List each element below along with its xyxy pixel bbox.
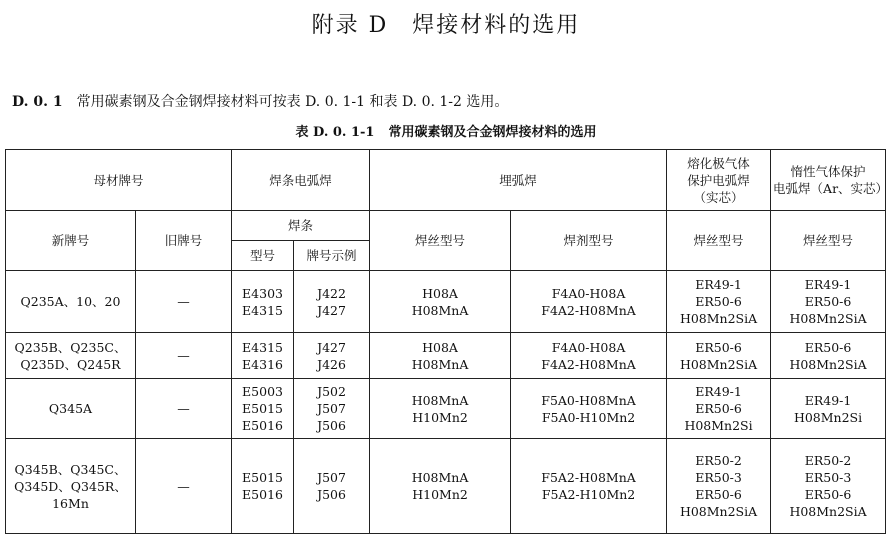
- header-old-grade: 旧牌号: [136, 211, 232, 271]
- cell-mig-wire-line: H08Mn2SiA: [679, 504, 758, 519]
- header-electrode: 焊条: [232, 211, 370, 241]
- header-mig-line: （实芯）: [693, 189, 744, 205]
- header-mig-wire-model: 焊丝型号: [667, 211, 771, 271]
- cell-old-grade: —: [136, 271, 232, 333]
- cell-mig-wire-line: ER50-6: [695, 339, 742, 355]
- cell-tig-wire-line: H08Mn2SiA: [789, 356, 867, 372]
- cell-tig-wire-line: H08Mn2SiA: [789, 311, 867, 326]
- cell-grade-example-line: J507: [317, 470, 346, 485]
- cell-wire-model: [370, 379, 511, 439]
- header-tig-line: 惰性气体保护: [790, 164, 866, 179]
- cell-electrode-model-line: E5016: [242, 487, 283, 502]
- cell-flux-model-line: F5A0-H10Mn2: [541, 409, 636, 425]
- table-row: [6, 379, 886, 439]
- cell-old-grade: —: [136, 439, 232, 534]
- cell-new-grade-line: Q345D、Q345R、: [14, 478, 127, 494]
- cell-grade-example-line: J507: [317, 401, 346, 416]
- cell-tig-wire-line: ER50-6: [804, 339, 852, 355]
- cell-wire-model: [370, 271, 511, 333]
- cell-tig-wire-line: ER50-2: [804, 453, 852, 468]
- cell-tig-wire-line: ER49-1: [804, 277, 852, 292]
- cell-flux-model: [511, 333, 667, 379]
- cell-electrode-model-line: E5016: [242, 418, 283, 433]
- cell-mig-wire-line: ER50-6: [695, 401, 742, 416]
- header-flux-model: 焊剂型号: [511, 211, 667, 271]
- cell-new-grade: [6, 271, 136, 333]
- cell-mig-wire: [667, 439, 771, 534]
- cell-mig-wire: [667, 379, 771, 439]
- cell-wire-model-line: H08MnA: [411, 392, 469, 408]
- header-mig-line: 熔化极气体: [687, 155, 750, 171]
- table-number: 表 D. 0. 1-1: [295, 125, 375, 140]
- cell-flux-model-line: F5A0-H08MnA: [541, 392, 636, 408]
- cell-new-grade-line: Q345A: [48, 401, 93, 416]
- cell-tig-wire: [771, 271, 886, 333]
- cell-electrode-model: [232, 439, 294, 534]
- cell-grade-example-line: J427: [317, 302, 346, 318]
- cell-new-grade-line: Q235B、Q235C、: [14, 339, 127, 355]
- cell-grade-example-line: J427: [317, 339, 346, 355]
- table-caption: [0, 121, 892, 140]
- cell-new-grade-line: Q235A、10、20: [20, 294, 121, 309]
- cell-tig-wire-line: ER50-3: [804, 470, 852, 485]
- header-model: 型号: [232, 241, 294, 271]
- clause-paragraph: [12, 91, 508, 111]
- cell-electrode-model-line: E5015: [242, 401, 283, 416]
- cell-mig-wire-line: ER50-2: [695, 453, 742, 468]
- cell-mig-wire-line: ER49-1: [695, 277, 742, 292]
- cell-grade-example-line: J426: [317, 356, 346, 372]
- cell-mig-wire-line: ER50-6: [695, 487, 742, 502]
- table-row: [6, 271, 886, 333]
- cell-electrode-model: [232, 333, 294, 379]
- cell-mig-wire-line: ER50-6: [695, 294, 742, 309]
- cell-tig-wire: [771, 333, 886, 379]
- cell-new-grade-line: Q235D、Q245R: [20, 356, 121, 372]
- cell-grade-example: [294, 271, 370, 333]
- cell-electrode-model-line: E5015: [242, 470, 283, 485]
- cell-tig-wire-line: H08Mn2SiA: [789, 504, 867, 519]
- appendix-title: 附录 D 焊接材料的选用: [311, 13, 581, 38]
- cell-mig-wire: [667, 333, 771, 379]
- cell-electrode-model: [232, 379, 294, 439]
- cell-mig-wire-line: ER50-3: [695, 470, 742, 485]
- cell-tig-wire-line: ER49-1: [804, 392, 852, 408]
- cell-grade-example-line: J506: [317, 487, 346, 502]
- cell-flux-model: [511, 379, 667, 439]
- cell-tig-wire: [771, 439, 886, 534]
- header-new-grade: 新牌号: [6, 211, 136, 271]
- cell-new-grade: [6, 333, 136, 379]
- cell-wire-model-line: H10Mn2: [412, 409, 468, 425]
- table-row: [6, 333, 886, 379]
- cell-flux-model: [511, 439, 667, 534]
- cell-wire-model-line: H10Mn2: [412, 487, 468, 502]
- clause-text: 常用碳素钢及合金钢焊接材料可按表 D. 0. 1-1 和表 D. 0. 1-2 选用。: [76, 94, 509, 110]
- header-tig-line: 电弧焊（Ar、实芯）: [773, 181, 889, 196]
- cell-grade-example-line: J502: [317, 384, 346, 399]
- cell-flux-model-line: F4A2-H08MnA: [541, 356, 636, 372]
- cell-grade-example: [294, 439, 370, 534]
- header-tig-wire-model: 焊丝型号: [771, 211, 886, 271]
- clause-number: D. 0. 1: [12, 94, 63, 110]
- cell-tig-wire-line: H08Mn2Si: [793, 409, 863, 425]
- cell-new-grade: [6, 439, 136, 534]
- cell-flux-model-line: F5A2-H10Mn2: [541, 487, 636, 502]
- table-row: [6, 439, 886, 534]
- cell-flux-model-line: F4A0-H08A: [551, 339, 626, 355]
- cell-electrode-model-line: E4315: [242, 302, 283, 318]
- cell-new-grade: [6, 379, 136, 439]
- header-submerged-arc-welding: 埋弧焊: [370, 150, 667, 211]
- cell-grade-example: [294, 379, 370, 439]
- cell-wire-model: [370, 439, 511, 534]
- cell-new-grade-line: 16Mn: [52, 495, 89, 511]
- cell-electrode-model-line: E5003: [242, 384, 283, 399]
- header-mig-welding: [667, 150, 771, 211]
- header-wire-model: 焊丝型号: [370, 211, 511, 271]
- cell-mig-wire-line: H08Mn2SiA: [679, 311, 758, 326]
- cell-tig-wire-line: ER50-6: [804, 487, 852, 502]
- cell-flux-model-line: F5A2-H08MnA: [541, 470, 636, 485]
- cell-flux-model-line: F4A0-H08A: [551, 285, 626, 301]
- header-mig-line: 保护电弧焊: [687, 172, 750, 188]
- cell-electrode-model: [232, 271, 294, 333]
- header-electrode-arc-welding: 焊条电弧焊: [232, 150, 370, 211]
- cell-electrode-model-line: E4303: [242, 285, 283, 301]
- cell-wire-model-line: H08A: [422, 285, 458, 301]
- table-title: 常用碳素钢及合金钢焊接材料的选用: [388, 125, 597, 140]
- cell-electrode-model-line: E4315: [242, 339, 283, 355]
- cell-grade-example-line: J506: [317, 418, 346, 433]
- cell-flux-model: [511, 271, 667, 333]
- cell-tig-wire-line: ER50-6: [804, 294, 852, 309]
- cell-old-grade: —: [136, 379, 232, 439]
- cell-mig-wire-line: ER49-1: [695, 384, 742, 399]
- cell-electrode-model-line: E4316: [242, 356, 283, 372]
- cell-wire-model-line: H08A: [422, 339, 458, 355]
- cell-wire-model-line: H08MnA: [411, 302, 469, 318]
- cell-wire-model-line: H08MnA: [411, 470, 469, 485]
- cell-wire-model: [370, 333, 511, 379]
- cell-grade-example: [294, 333, 370, 379]
- cell-new-grade-line: Q345B、Q345C、: [14, 461, 127, 477]
- welding-materials-table: [5, 149, 889, 534]
- header-tig-welding: [771, 150, 889, 211]
- cell-flux-model-line: F4A2-H08MnA: [541, 302, 636, 318]
- cell-wire-model-line: H08MnA: [411, 356, 469, 372]
- cell-tig-wire: [771, 379, 886, 439]
- header-base-material: 母材牌号: [6, 150, 232, 211]
- cell-old-grade: —: [136, 333, 232, 379]
- cell-mig-wire-line: H08Mn2Si: [684, 418, 753, 433]
- header-grade-example: 牌号示例: [294, 241, 370, 271]
- cell-mig-wire: [667, 271, 771, 333]
- cell-grade-example-line: J422: [317, 285, 346, 301]
- cell-mig-wire-line: H08Mn2SiA: [679, 356, 758, 372]
